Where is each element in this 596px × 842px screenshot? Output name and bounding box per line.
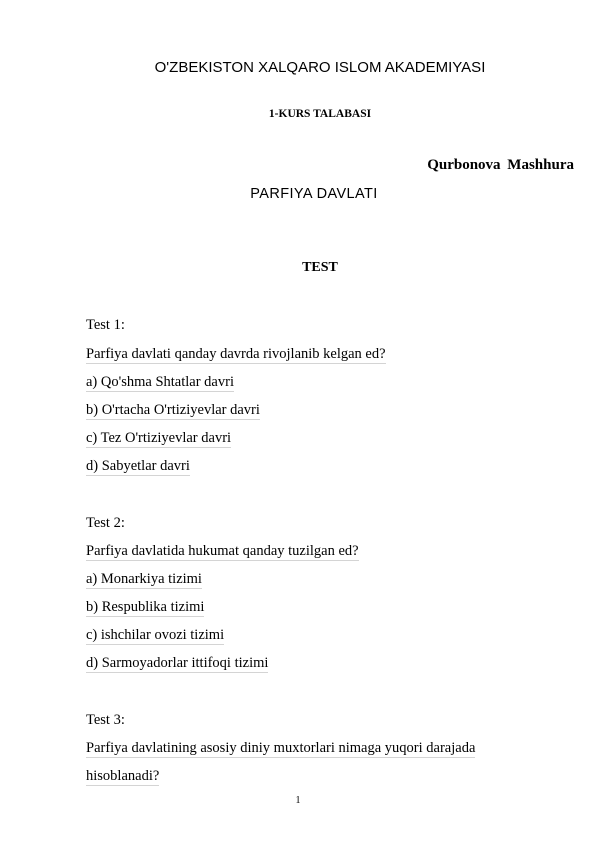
test-1-option-d [86, 457, 190, 475]
option-text: b) Respublika tizimi [86, 599, 205, 615]
test-1-option-b [86, 401, 260, 419]
institution-title: O'ZBEKISTON XALQARO ISLOM AKADEMIYASI [154, 59, 486, 76]
test-1-question [86, 345, 386, 363]
option-text: c) ishchilar ovozi tizimi [86, 627, 225, 643]
topic-title: PARFIYA DAVLATI [250, 186, 378, 202]
test-3-label: Test 3: [86, 712, 125, 728]
option-text: c) Tez O'rtiziyevlar davri [86, 430, 232, 446]
test-1-question-text: Parfiya davlati qanday davrda rivojlanib kelgan ed? [86, 346, 386, 362]
test-heading: TEST [302, 260, 338, 275]
course-subtitle: 1-KURS TALABASI [268, 108, 372, 120]
option-text: d) Sarmoyadorlar ittifoqi tizimi [86, 655, 269, 671]
test-2-option-a [86, 570, 202, 588]
test-2-question [86, 542, 359, 560]
test-2-option-d [86, 654, 268, 672]
test-3-question-line-1 [86, 739, 475, 757]
option-text: b) O'rtacha O'rtiziyevlar davri [86, 402, 260, 418]
test-2-option-b [86, 598, 204, 616]
option-text: a) Monarkiya tizimi [86, 571, 202, 587]
student-name: Qurbonova Mashhura [427, 157, 574, 173]
option-text: d) Sabyetlar davri [86, 458, 190, 474]
test-1-label: Test 1: [86, 317, 125, 333]
test-2-option-c [86, 626, 224, 644]
page-number: 1 [295, 795, 301, 806]
test-1-option-a [86, 373, 234, 391]
test-3-question-text-cont: hisoblanadi? [86, 768, 160, 784]
option-text: a) Qo'shma Shtatlar davri [86, 374, 234, 390]
test-3-question-text: Parfiya davlatining asosiy diniy muxtorlari nimaga yuqori darajada [86, 740, 476, 756]
test-2-question-text: Parfiya davlatida hukumat qanday tuzilgan ed? [86, 543, 359, 559]
test-2-label: Test 2: [86, 515, 125, 531]
test-1-option-c [86, 429, 231, 447]
test-3-question-line-2 [86, 767, 159, 785]
